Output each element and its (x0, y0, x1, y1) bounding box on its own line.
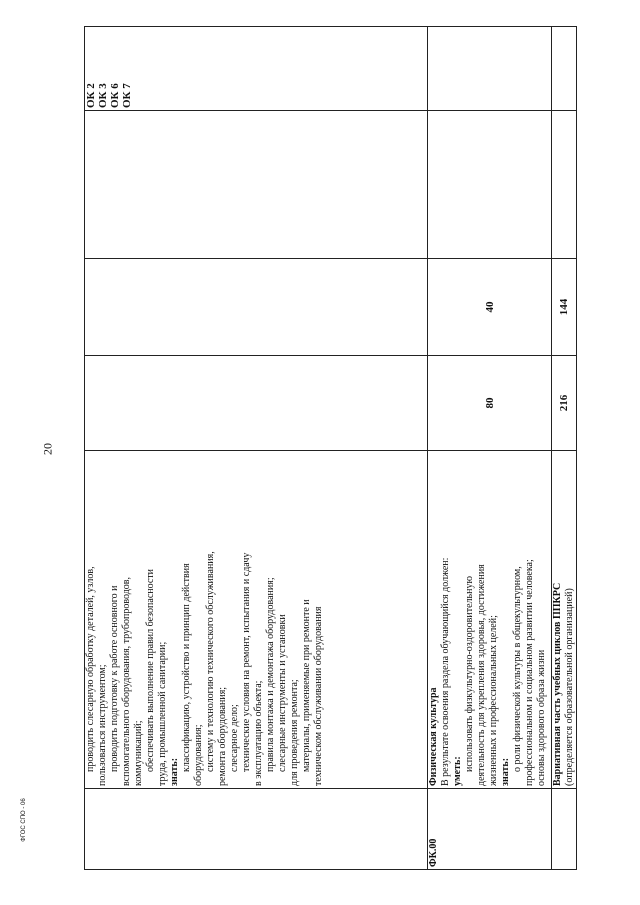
content-line: проводить слесарную обработку деталей, узлов, (85, 566, 96, 772)
content-line: основы здорового образа жизни (536, 649, 547, 786)
content-line: коммуникаций; (133, 720, 144, 786)
row-content-cell (85, 451, 428, 789)
content-heading: знать: (169, 757, 180, 786)
content-line: классификацию, устройство и принцип действия (181, 563, 192, 772)
discipline-cell (552, 111, 577, 259)
content-line: проводить подготовку к работе основного и (109, 585, 120, 772)
hours-cell: 144 (552, 259, 577, 356)
max-hours-cell: 80 (428, 356, 552, 451)
competency-code: ОК 7 (121, 83, 133, 108)
content-line: правила монтажа и демонтажа оборудования; (265, 577, 276, 772)
competency-code: ОК 2 (85, 83, 97, 108)
content-line: профессиональном и социальном развитии человека; (524, 559, 535, 786)
row-code-cell (85, 789, 428, 870)
competencies-cell (85, 27, 428, 111)
table-row (428, 27, 552, 870)
competency-code: ОК 6 (109, 83, 121, 108)
hours-cell (85, 259, 428, 356)
row-content-cell (552, 451, 577, 789)
content-line: о роли физической культуры в общекультурном, (512, 566, 523, 772)
max-hours-cell (85, 356, 428, 451)
discipline-cell (428, 111, 552, 259)
section-title: Вариативная часть учебных циклов ППКРС (552, 582, 563, 786)
content-heading: знать: (500, 757, 511, 786)
content-line: обеспечивать выполнение правил безопасности (145, 568, 156, 772)
content-line: (определяется образовательной организацией) (564, 588, 575, 786)
content-line: В результате освоения раздела обучающийся должен: (440, 557, 451, 786)
row-code-cell (552, 789, 577, 870)
row-content-cell (428, 451, 552, 789)
competency-code: ОК 3 (97, 83, 109, 108)
content-line: в эксплуатацию объекта; (253, 680, 264, 786)
content-line: использовать физкультурно-оздоровительную (464, 576, 475, 772)
content-line: слесарные инструменты и установки (277, 614, 288, 772)
footer-text: ФГОС СПО - 06 (21, 798, 27, 842)
content-line: вспомогательного оборудования, трубопроводов, (121, 576, 132, 786)
table-row (85, 27, 428, 870)
section-title: Физическая культура (428, 687, 439, 786)
row-code: ФК.00 (428, 838, 439, 867)
rotated-page (84, 27, 575, 870)
row-code-cell (428, 789, 552, 870)
table-row (552, 27, 577, 870)
max-hours-cell: 216 (552, 356, 577, 451)
competencies-cell (428, 27, 552, 111)
content-line: труда, промышленной санитарии; (157, 641, 168, 786)
hours-cell: 40 (428, 259, 552, 356)
content-line: деятельность для укрепления здоровья, достижения (476, 564, 487, 786)
discipline-cell (85, 111, 428, 259)
curriculum-table (84, 26, 577, 870)
content-line: ремонта оборудования; (217, 686, 228, 786)
competencies-cell (552, 27, 577, 111)
content-line: технические условия на ремонт, испытания и сдачу (241, 552, 252, 772)
content-line: жизненных и профессиональных целей; (488, 615, 499, 786)
content-line: для проведения ремонта; (289, 679, 300, 786)
content-line: материалы, применяемые при ремонте и (301, 599, 312, 772)
content-line: техническом обслуживании оборудования (313, 606, 324, 786)
page-number: 20 (40, 443, 55, 455)
content-line: систему и технологию технического обслуживания, (205, 551, 216, 772)
content-line: оборудования; (193, 724, 204, 786)
content-heading: уметь: (452, 756, 463, 786)
content-line: слесарное дело; (229, 704, 240, 772)
content-line: пользоваться инструментом; (97, 664, 108, 786)
